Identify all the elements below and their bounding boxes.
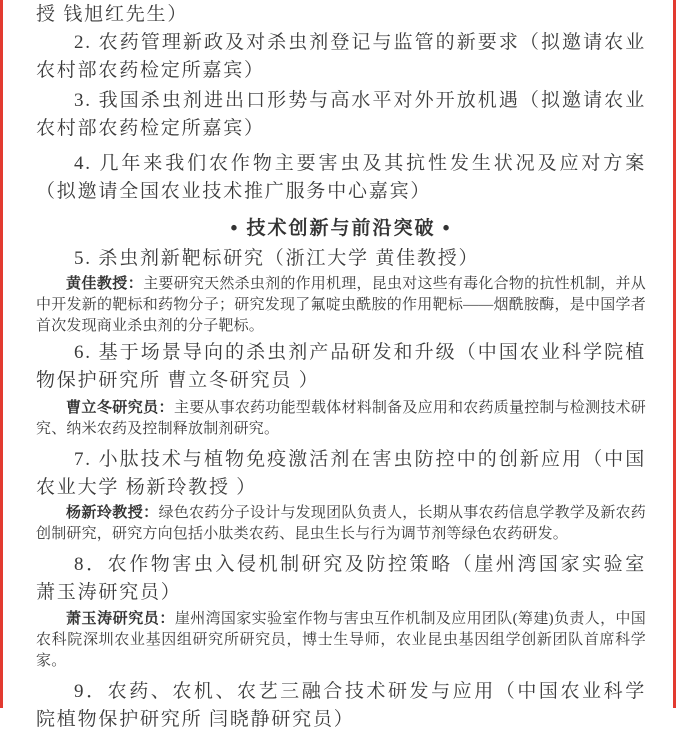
speaker-bio-text: 崖州湾国家实验室作物与害虫互作机制及应用团队(筹建)负责人，中国农科院深圳农业基因组研究所研究员，博士生导师，农业昆虫基因组学创新团队首席科学家。 xyxy=(36,611,646,669)
session-title-9: 9．农药、农机、农艺三融合技术研发与应用（中国农业科学院植物保护研究所 闫晓静研究员） xyxy=(36,681,646,730)
right-red-border xyxy=(673,0,676,708)
agenda-item-4: 4. 几年来我们农作物主要害虫及其抗性发生状况及应对方案（拟邀请全国农业技术推广服务中心嘉宾） xyxy=(36,153,646,202)
speaker-bio-text: 主要研究天然杀虫剂的作用机理，昆虫对这些有毒化合物的抗性机制，并从中开发新的靶标和药物分子；研究发现了氟啶虫酰胺的作用靶标——烟酰胺酶，是中国学者首次发现商业杀虫剂的分子靶标。 xyxy=(36,276,646,334)
left-red-border xyxy=(0,0,3,708)
continuation-line: 授 钱旭红先生） xyxy=(36,4,189,25)
session-title-7: 7. 小肽技术与植物免疫激活剂在害虫防控中的创新应用（中国农业大学 杨新玲教授 ） xyxy=(36,449,646,498)
speaker-name: 杨新玲教授： xyxy=(66,504,159,521)
speaker-name: 曹立冬研究员： xyxy=(66,399,174,416)
speaker-name: 萧玉涛研究员： xyxy=(66,610,175,627)
section-header-tech-innovation: • 技术创新与前沿突破 • xyxy=(230,218,452,239)
session-title-8: 8．农作物害虫入侵机制研究及防控策略（崖州湾国家实验室 萧玉涛研究员） xyxy=(36,554,646,603)
speaker-bio-paragraph xyxy=(36,397,646,440)
speaker-bio-paragraph xyxy=(36,502,646,545)
speaker-bio-text: 绿色农药分子设计与发现团队负责人，长期从事农药信息学教学及新农药创制研究，研究方向包括小肽类农药、昆虫生长与行为调节剂等绿色农药研发。 xyxy=(36,505,646,542)
speaker-bio-text: 主要从事农药功能型载体材料制备及应用和农药质量控制与检测技术研究、纳米农药及控制释放制剂研究。 xyxy=(36,400,646,437)
session-title-5: 5. 杀虫剂新靶标研究（浙江大学 黄佳教授） xyxy=(74,248,480,269)
agenda-item-3: 3. 我国杀虫剂进出口形势与高水平对外开放机遇（拟邀请农业农村部农药检定所嘉宾） xyxy=(36,90,646,139)
document-page xyxy=(36,1,646,734)
speaker-bio-paragraph xyxy=(36,608,646,672)
speaker-name: 黄佳教授： xyxy=(66,275,144,292)
session-title-6: 6. 基于场景导向的杀虫剂产品研发和升级（中国农业科学院植物保护研究所 曹立冬研究员 ） xyxy=(36,342,646,391)
speaker-bio-paragraph xyxy=(36,273,646,337)
agenda-item-2: 2. 农药管理新政及对杀虫剂登记与监管的新要求（拟邀请农业农村部农药检定所嘉宾） xyxy=(36,32,646,81)
